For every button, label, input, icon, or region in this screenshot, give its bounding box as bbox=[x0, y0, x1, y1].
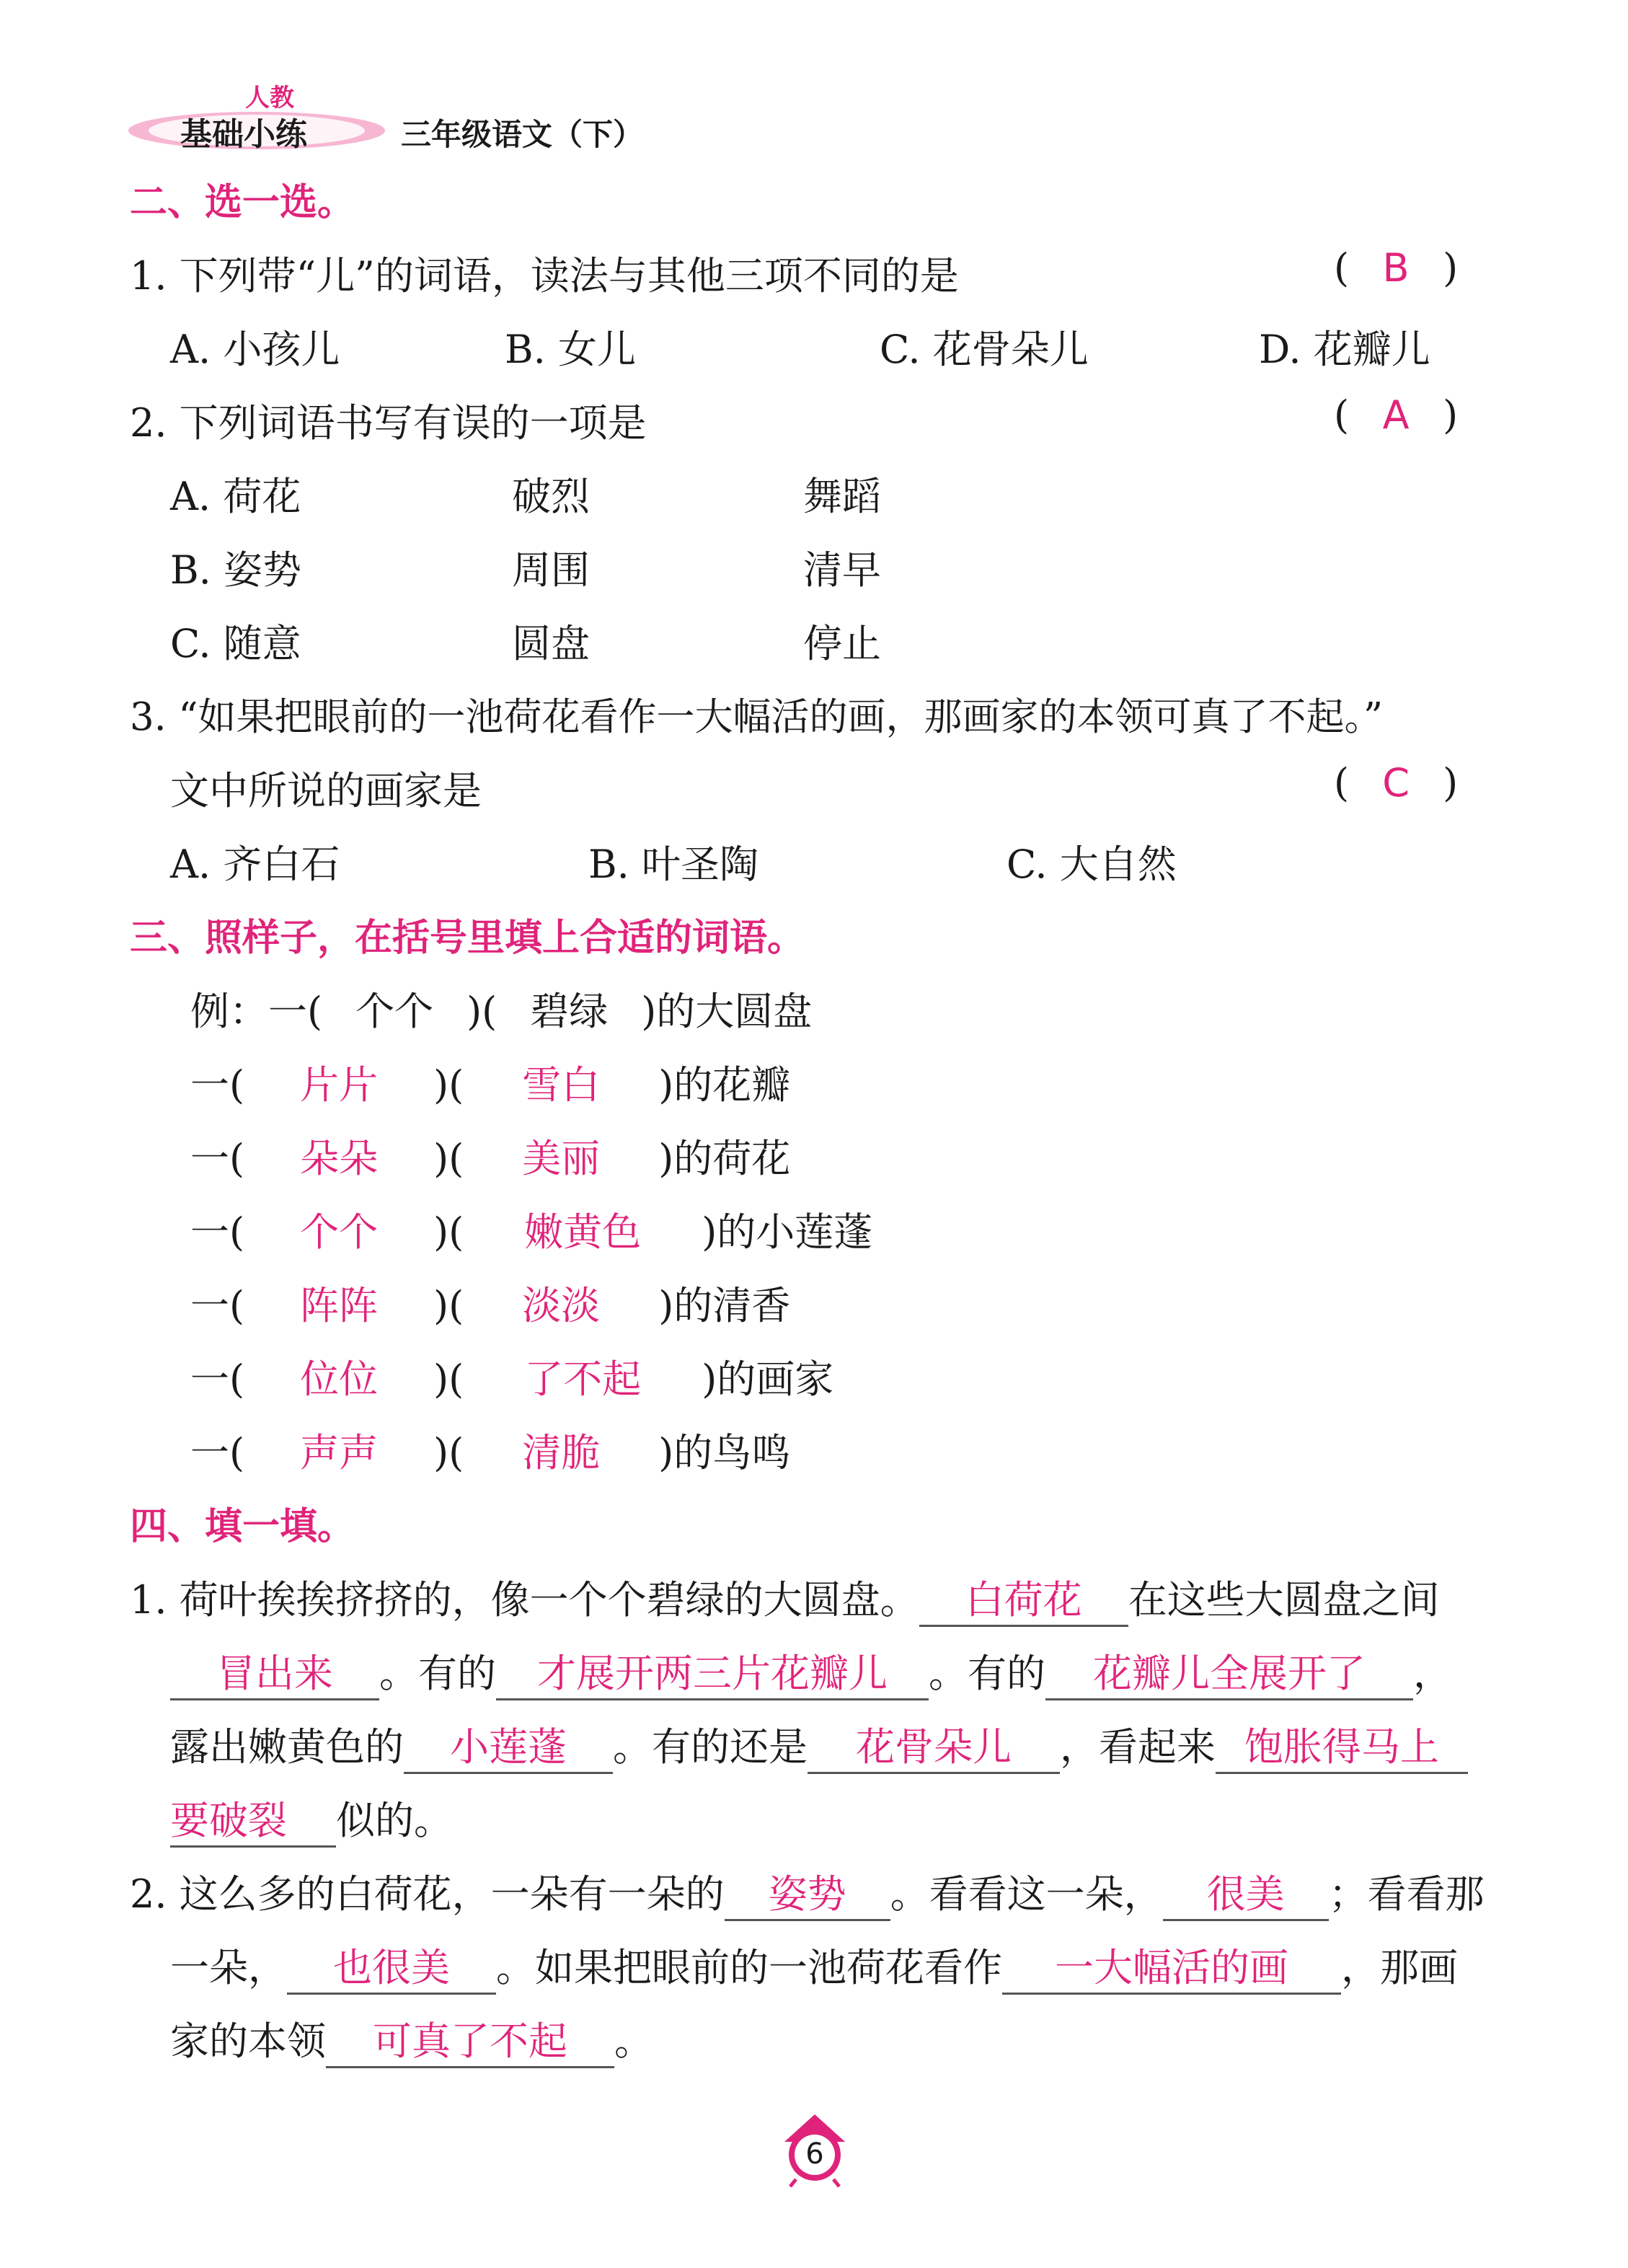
s3-example-a: 个个 bbox=[355, 989, 434, 1034]
p2-text: 2. 这么多的白荷花，一朵有一朵的 bbox=[130, 1871, 725, 1917]
section4-title: 四、填一填。 bbox=[130, 1505, 355, 1548]
p2-line3 bbox=[170, 2011, 653, 2068]
q2-row-c-3: 停止 bbox=[803, 621, 881, 666]
s3-row-5 bbox=[190, 1349, 833, 1404]
header-series: 基础小练 bbox=[180, 116, 307, 153]
q3-answer: C bbox=[1382, 760, 1410, 806]
s3-example-suffix: )的大圆盘 bbox=[641, 989, 813, 1034]
q3-answer-box: ( C ) bbox=[1334, 760, 1459, 806]
p1-blank-1: 白荷花 bbox=[919, 1569, 1128, 1627]
q1-option-a: A. 小孩儿 bbox=[170, 327, 340, 372]
p2-text: 。看看这一朵， bbox=[890, 1871, 1163, 1917]
p2-blank-5: 可真了不起 bbox=[326, 2011, 614, 2068]
s3-row-4-b: 淡淡 bbox=[522, 1283, 601, 1328]
s3-row-1-noun: )的花瓣 bbox=[658, 1062, 791, 1108]
q3-stem2: 文中所说的画家是 bbox=[170, 768, 482, 813]
p1-blank-3: 才展开两三片花瓣儿 bbox=[496, 1643, 929, 1700]
p2-text: 一朵， bbox=[170, 1945, 287, 1990]
s3-mid: )( bbox=[433, 1356, 464, 1402]
s3-example bbox=[190, 981, 812, 1036]
q3-option-a: A. 齐白石 bbox=[170, 842, 340, 887]
p2-blank-2: 很美 bbox=[1163, 1863, 1329, 1921]
q2-answer: A bbox=[1382, 392, 1410, 438]
s3-open: 一( bbox=[190, 1209, 245, 1255]
header-grade: 三年级语文（下） bbox=[401, 117, 644, 152]
s3-row-3-b: 嫩黄色 bbox=[524, 1209, 642, 1255]
p1-line3 bbox=[170, 1716, 1468, 1774]
s3-row-2-b: 美丽 bbox=[522, 1136, 601, 1181]
s3-row-4-noun: )的清香 bbox=[658, 1283, 791, 1328]
q2-row-a-2: 破烈 bbox=[512, 474, 590, 519]
s3-example-mid: )( bbox=[466, 989, 497, 1034]
p1-text: ，看起来 bbox=[1060, 1724, 1216, 1770]
p2-line2 bbox=[170, 1937, 1458, 1995]
q1-option-d: D. 花瓣儿 bbox=[1259, 327, 1430, 372]
q1-option-b: B. 女儿 bbox=[505, 327, 637, 372]
q3-option-b: B. 叶圣陶 bbox=[588, 842, 759, 887]
s3-mid: )( bbox=[433, 1062, 464, 1108]
s3-open: 一( bbox=[190, 1356, 245, 1402]
q2-row-b-1: B. 姿势 bbox=[170, 547, 302, 593]
s3-row-1-b: 雪白 bbox=[522, 1062, 601, 1108]
p1-text: 露出嫩黄色的 bbox=[170, 1724, 404, 1770]
s3-row-2 bbox=[190, 1128, 790, 1183]
s3-mid: )( bbox=[433, 1430, 464, 1475]
p2-blank-1: 姿势 bbox=[725, 1863, 890, 1921]
s3-row-5-a: 位位 bbox=[300, 1356, 379, 1402]
p1-blank-2: 冒出来 bbox=[170, 1643, 379, 1700]
page-number: 6 bbox=[805, 2137, 824, 2171]
s3-open: 一( bbox=[190, 1283, 245, 1328]
section3-title: 三、照样子，在括号里填上合适的词语。 bbox=[130, 917, 805, 960]
p1-line1 bbox=[130, 1569, 1440, 1627]
p1-blank-8: 要破裂 bbox=[170, 1790, 336, 1848]
p2-line1 bbox=[130, 1863, 1485, 1921]
q2-row-b-3: 清早 bbox=[803, 547, 881, 593]
s3-example-prefix: 例：一( bbox=[190, 989, 323, 1034]
s3-mid: )( bbox=[433, 1283, 464, 1328]
s3-row-3-noun: )的小莲蓬 bbox=[702, 1209, 873, 1255]
s3-row-1-a: 片片 bbox=[300, 1062, 379, 1108]
s3-row-3 bbox=[190, 1201, 872, 1257]
q2-row-c-1: C. 随意 bbox=[170, 621, 301, 666]
p2-text: ，那画 bbox=[1341, 1945, 1458, 1990]
header-publisher: 人教 bbox=[245, 84, 294, 112]
p1-line2 bbox=[170, 1643, 1452, 1700]
s3-row-3-a: 个个 bbox=[300, 1209, 379, 1255]
s3-open: 一( bbox=[190, 1136, 245, 1181]
p1-blank-5: 小莲蓬 bbox=[404, 1716, 613, 1774]
s3-example-b: 碧绿 bbox=[530, 989, 609, 1034]
s3-row-6-b: 清脆 bbox=[522, 1430, 601, 1475]
p1-text: 。有的 bbox=[929, 1651, 1045, 1696]
p1-text: 似的。 bbox=[336, 1798, 453, 1843]
s3-row-2-a: 朵朵 bbox=[300, 1136, 379, 1181]
s3-mid: )( bbox=[433, 1136, 464, 1181]
p1-text: ， bbox=[1413, 1651, 1452, 1696]
q2-stem: 2. 下列词语书写有误的一项是 bbox=[130, 400, 647, 446]
q2-row-a-1: A. 荷花 bbox=[170, 474, 301, 519]
p2-text: 。 bbox=[614, 2018, 653, 2064]
s3-row-6-noun: )的鸟鸣 bbox=[658, 1430, 791, 1475]
p2-text: ；看看那 bbox=[1328, 1871, 1485, 1917]
page-number-badge bbox=[779, 2110, 851, 2189]
s3-row-1 bbox=[190, 1054, 790, 1110]
q1-option-c: C. 花骨朵儿 bbox=[880, 327, 1089, 372]
q2-row-a-3: 舞蹈 bbox=[803, 474, 881, 519]
section2-title: 二、选一选。 bbox=[130, 181, 355, 224]
s3-open: 一( bbox=[190, 1062, 245, 1108]
q1-answer-box: ( B ) bbox=[1334, 245, 1459, 291]
p1-blank-6: 花骨朵儿 bbox=[808, 1716, 1060, 1774]
s3-row-6-a: 声声 bbox=[300, 1430, 379, 1475]
s3-row-5-b: 了不起 bbox=[524, 1356, 642, 1402]
p1-blank-7: 饱胀得马上 bbox=[1216, 1716, 1468, 1774]
p2-blank-4: 一大幅活的画 bbox=[1002, 1937, 1341, 1995]
s3-row-4-a: 阵阵 bbox=[300, 1283, 379, 1328]
s3-row-2-noun: )的荷花 bbox=[658, 1136, 791, 1181]
s3-open: 一( bbox=[190, 1430, 245, 1475]
s3-row-5-noun: )的画家 bbox=[702, 1356, 834, 1402]
s3-row-6 bbox=[190, 1422, 790, 1478]
p1-text: 。有的还是 bbox=[613, 1724, 808, 1770]
q2-answer-box: ( A ) bbox=[1334, 392, 1459, 438]
p1-line4 bbox=[170, 1790, 453, 1848]
p1-text: 。有的 bbox=[379, 1651, 496, 1696]
q3-option-c: C. 大自然 bbox=[1007, 842, 1177, 887]
q2-row-b-2: 周围 bbox=[512, 547, 590, 593]
q1-answer: B bbox=[1382, 245, 1410, 291]
p2-text: 。如果把眼前的一池荷花看作 bbox=[496, 1945, 1002, 1990]
p1-blank-4: 花瓣儿全展开了 bbox=[1045, 1643, 1413, 1700]
s3-row-4 bbox=[190, 1275, 790, 1331]
q3-stem: 3. “如果把眼前的一池荷花看作一大幅活的画，那画家的本领可真了不起。” bbox=[130, 695, 1384, 739]
p2-text: 家的本领 bbox=[170, 2018, 326, 2064]
p1-text: 1. 荷叶挨挨挤挤的，像一个个碧绿的大圆盘。 bbox=[130, 1577, 919, 1623]
q1-stem: 1. 下列带“儿”的词语，读法与其他三项不同的是 bbox=[130, 253, 959, 299]
p1-text: 在这些大圆盘之间 bbox=[1128, 1577, 1440, 1623]
s3-mid: )( bbox=[433, 1209, 464, 1255]
p2-blank-3: 也很美 bbox=[287, 1937, 496, 1995]
q2-row-c-2: 圆盘 bbox=[512, 621, 590, 666]
